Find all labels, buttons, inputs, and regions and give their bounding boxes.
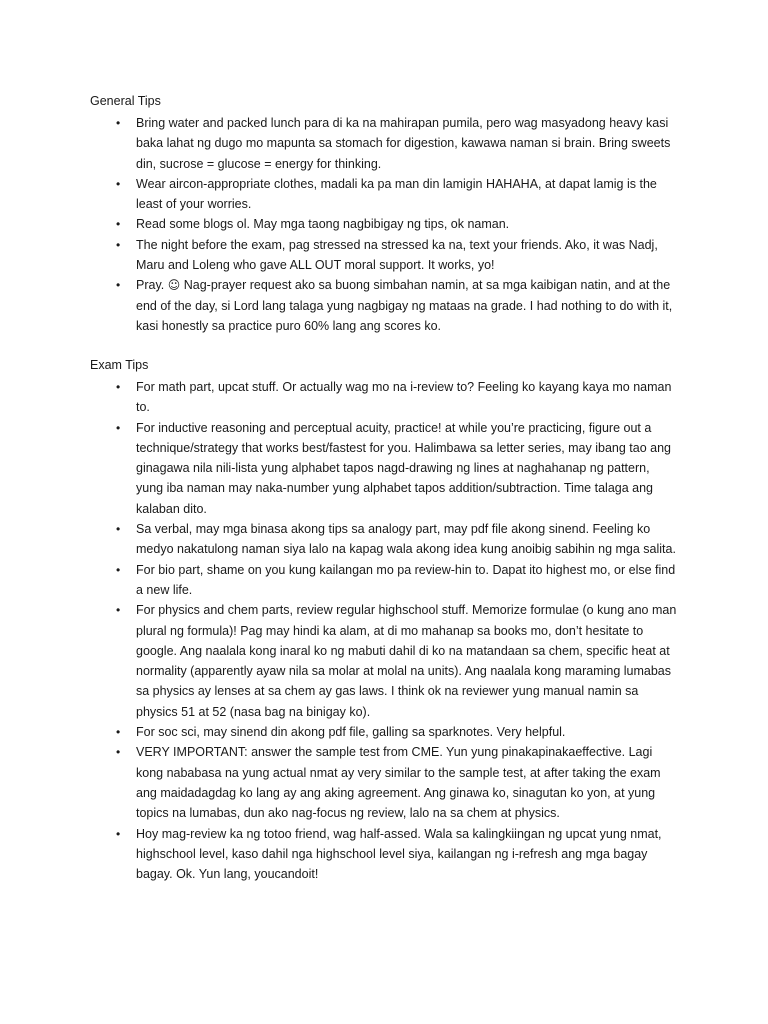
bullet-icon: • — [116, 420, 121, 435]
list-item — [90, 560, 680, 601]
list-item-text: Wear aircon-appropriate clothes, madali ka pa man din lamigin HAHAHA, at dapat lamig is the least of your worries. — [136, 176, 657, 212]
list-item-text: For physics and chem parts, review regular highschool stuff. Memorize formulae (o kung ano man plural ng formula)! Pag may hindi ka alam, at di mo mahanap sa books mo, don’t hesitate to google. Ang naalala kong inaral ko ng mabuti dahil di ko na matandaan sa chem, specific heat at normality (apparently ayaw nila sa molar at molal na units). Ang naalala kong maraming lumabas sa physics ay lenses at sa chem ay gas laws. I think ok na reviewer yung manual namin sa physics 51 at 52 (nasa bag na binigay ko). — [136, 603, 677, 719]
list-item-text: Hoy mag-review ka ng totoo friend, wag half-assed. Wala sa kalingkiingan ng upcat yung nmat, highschool level, kaso dahil nga highschool level siya, kailangan ng i-refresh ang mga bagay bagay. Ok. Yun lang, youcandoit! — [136, 826, 662, 882]
list-item-text: Sa verbal, may mga binasa akong tips sa analogy part, may pdf file akong sinend. Feeling ko medyo nakatulong naman siya lalo na kapag wala akong idea kung anoibig sabihin ng mga salita. — [136, 522, 676, 557]
list-item-text: The night before the exam, pag stressed na stressed ka na, text your friends. Ako, it was Nadj, Maru and Loleng who gave ALL OUT moral support. It works, yo! — [136, 237, 658, 273]
bullet-list — [90, 377, 680, 884]
list-item — [90, 275, 680, 336]
bullet-icon: • — [116, 562, 121, 577]
section-heading: Exam Tips — [90, 358, 149, 372]
general-tips-section — [90, 91, 680, 336]
bullet-icon: • — [116, 237, 121, 252]
smiley-icon: ☺ — [167, 278, 181, 293]
list-item-text: For math part, upcat stuff. Or actually wag mo na i-review to? Feeling ko kayang kaya mo naman to. — [136, 380, 672, 415]
bullet-icon: • — [116, 278, 121, 293]
list-item — [90, 600, 680, 722]
bullet-icon: • — [116, 217, 121, 232]
list-item — [90, 113, 680, 174]
bullet-icon: • — [116, 745, 121, 760]
list-item-text: Nag-prayer request ako sa buong simbahan namin, at sa mga kaibigan natin, and at the end of the day, si Lord lang talaga yung nagbigay ng mataas na grade. I had nothing to do with it, kasi honestly sa practice puro 60% lang ang scores ko. — [136, 278, 673, 333]
bullet-icon: • — [116, 522, 121, 537]
list-item-text: VERY IMPORTANT: answer the sample test from CME. Yun yung pinakapinakaeffective. Lagi kong nababasa na yung actual nmat ay very similar to the sample test, at after taking the exam ang maidadagdag ko lang ay ang aking agreement. Ang ginawa ko, sinagutan ko yon, at yung topics na lumabas, dun ako nag-focus ng review, lalo na sa chem at physics. — [136, 745, 661, 821]
pray-label: Pray. — [136, 278, 165, 293]
bullet-icon: • — [116, 826, 121, 841]
list-item-text: For bio part, shame on you kung kailangan mo pa review-hin to. Dapat ito highest mo, or else find a new life. — [136, 562, 676, 597]
bullet-icon: • — [116, 380, 121, 394]
list-item — [90, 214, 680, 234]
bullet-icon: • — [116, 176, 121, 191]
list-item-text: Bring water and packed lunch para di ka na mahirapan pumila, pero wag masyadong heavy kasi baka lahat ng dugo mo mapunta sa stomach for digestion, kawawa naman si brain. Bring sweets din, sucrose = glucose = energy for thinking. — [136, 116, 671, 171]
bullet-icon: • — [116, 725, 121, 740]
list-item-text: For inductive reasoning and perceptual acuity, practice! at while you’re practicing, figure out a technique/strategy that works best/fastest for you. Halimbawa sa letter series, may ibang tao ang ginagawa nila nili-lista yung alphabet tapos nagd-drawing ng lines at naghahanap ng pattern, yung iba naman may naka-number yung alphabet tapos addition/subtraction. Time talaga ang kalaban dito. — [136, 420, 671, 516]
bullet-icon: • — [116, 116, 121, 130]
list-item-text: Read some blogs ol. May mga taong nagbibigay ng tips, ok naman. — [136, 217, 510, 232]
section-heading: General Tips — [90, 94, 161, 108]
list-item — [90, 377, 680, 418]
list-item-text: For soc sci, may sinend din akong pdf file, galling sa sparknotes. Very helpful. — [136, 725, 566, 740]
list-item — [90, 742, 680, 823]
list-item — [90, 722, 680, 742]
exam-tips-section — [90, 355, 680, 884]
list-item — [90, 418, 680, 519]
bullet-icon: • — [116, 603, 121, 618]
list-item — [90, 235, 680, 276]
list-item — [90, 519, 680, 560]
bullet-list — [90, 113, 680, 336]
list-item — [90, 824, 680, 885]
list-item — [90, 174, 680, 215]
